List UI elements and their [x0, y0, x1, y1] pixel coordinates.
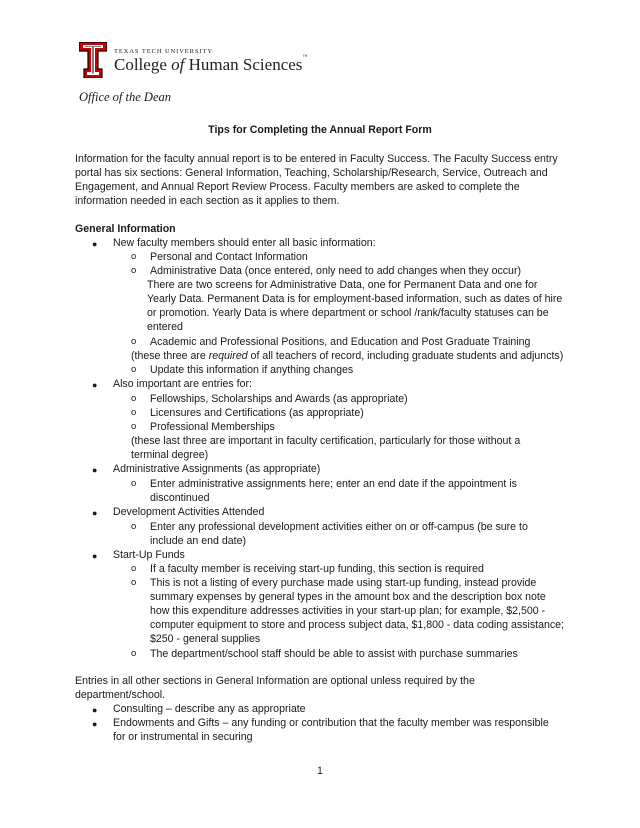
sub-list-item: The department/school staff should be able to assist with purchase summaries — [150, 648, 518, 660]
bullet-icon: ● — [92, 551, 98, 561]
sub-list-item: Update this information if anything changes — [150, 364, 354, 376]
list-note: terminal degree) — [131, 449, 209, 461]
circle-bullet-icon: o — [131, 577, 137, 588]
sub-list-item-continuation: discontinued — [150, 492, 210, 504]
sub-list-item: Enter administrative assignments here; enter an end date if the appointment is — [150, 478, 517, 490]
circle-bullet-icon: o — [131, 336, 137, 347]
sub-list-item: Personal and Contact Information — [150, 251, 308, 263]
sub-list-item: Enter any professional development activities either on or off-campus (be sure to — [150, 521, 528, 533]
sub-list-item-continuation: computer equipment to store and process subject data, $1,800 - data coding assistance; — [150, 619, 564, 631]
circle-bullet-icon: o — [131, 407, 137, 418]
sub-list-item-continuation: entered — [147, 321, 183, 333]
circle-bullet-icon: o — [131, 265, 137, 276]
double-t-logo — [79, 42, 107, 78]
list-item: New faculty members should enter all basic information: — [113, 237, 376, 249]
bullet-icon: ● — [92, 719, 98, 729]
sub-list-item: Fellowships, Scholarships and Awards (as appropriate) — [150, 393, 408, 405]
sub-list-item-continuation: include an end date) — [150, 535, 247, 547]
closing-line: Entries in all other sections in General Information are optional unless required by the — [75, 675, 475, 687]
circle-bullet-icon: o — [131, 478, 137, 489]
sub-list-item: Licensures and Certifications (as appropriate) — [150, 407, 364, 419]
list-item: Also important are entries for: — [113, 378, 252, 390]
sub-list-item-continuation: summary expenses by general types in the amount box and the description box note — [150, 591, 546, 603]
sub-list-item: If a faculty member is receiving start-up funding, this section is required — [150, 563, 484, 575]
page-title: Tips for Completing the Annual Report Form — [208, 124, 432, 136]
bullet-icon: ● — [92, 465, 98, 475]
list-item: Development Activities Attended — [113, 506, 265, 518]
list-note: (these three are required of all teachers of record, including graduate students and adjuncts) — [131, 350, 564, 362]
bullet-icon: ● — [92, 239, 98, 249]
page-number: 1 — [317, 765, 323, 777]
sub-list-item-continuation: $250 - general supplies — [150, 633, 261, 645]
college-name: College of Human Sciences™ — [114, 55, 308, 74]
section-heading: General Information — [75, 223, 176, 235]
circle-bullet-icon: o — [131, 563, 137, 574]
sub-list-item: Academic and Professional Positions, and Education and Post Graduate Training — [150, 336, 531, 348]
sub-list-item: Professional Memberships — [150, 421, 275, 433]
sub-list-item: This is not a listing of every purchase made using start-up funding, instead provide — [150, 577, 537, 589]
circle-bullet-icon: o — [131, 521, 137, 532]
intro-line: Information for the faculty annual report is to be entered in Faculty Success. The Faculty Success entry — [75, 153, 558, 165]
list-item-continuation: for or instrumental in securing — [113, 731, 253, 743]
intro-line: portal has six sections: General Information, Teaching, Scholarship/Research, Service, Outreach and — [75, 167, 548, 179]
sub-list-item-continuation: Yearly Data. Permanent Data is for employment-based information, such as dates of hire — [147, 293, 563, 305]
circle-bullet-icon: o — [131, 421, 137, 432]
bullet-icon: ● — [92, 508, 98, 518]
list-item: Consulting – describe any as appropriate — [113, 703, 306, 715]
intro-line: information needed in each section as it applies to them. — [75, 195, 340, 207]
list-item: Endowments and Gifts – any funding or contribution that the faculty member was responsible — [113, 717, 549, 729]
sub-list-item-continuation: or promotion. Yearly Data is where department or school /rank/faculty statuses can be — [147, 307, 549, 319]
sub-list-item-continuation: how this expenditure addresses activities in your start-up plan; for example, $2,500 - — [150, 605, 546, 617]
sub-list-item: Administrative Data (once entered, only need to add changes when they occur) — [150, 265, 521, 277]
list-item: Start-Up Funds — [113, 549, 185, 561]
bullet-icon: ● — [92, 705, 98, 715]
office-of-the-dean: Office of the Dean — [79, 90, 171, 104]
sub-list-item-continuation: There are two screens for Administrative Data, one for Permanent Data and one for — [147, 279, 538, 291]
circle-bullet-icon: o — [131, 648, 137, 659]
list-item: Administrative Assignments (as appropriate) — [113, 463, 321, 475]
university-name: TEXAS TECH UNIVERSITY — [114, 48, 213, 55]
list-note: (these last three are important in faculty certification, particularly for those without a — [131, 435, 521, 447]
circle-bullet-icon: o — [131, 251, 137, 262]
circle-bullet-icon: o — [131, 364, 137, 375]
circle-bullet-icon: o — [131, 393, 137, 404]
closing-line: department/school. — [75, 689, 166, 701]
bullet-icon: ● — [92, 380, 98, 390]
intro-line: Engagement, and Annual Report Review Process. Faculty members are asked to complete the — [75, 181, 520, 193]
